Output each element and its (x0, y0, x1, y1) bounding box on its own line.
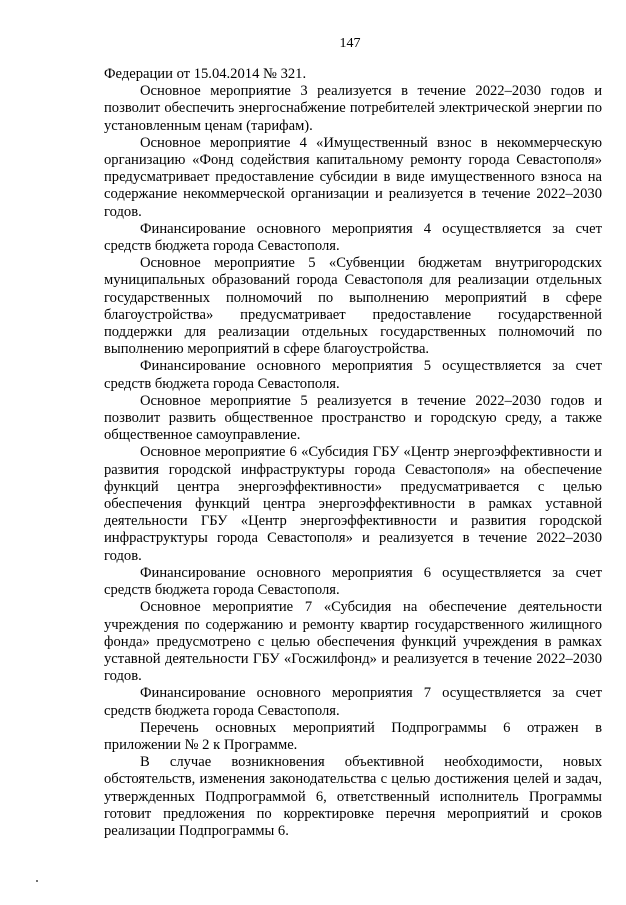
paragraph-11: Финансирование основного мероприятия 7 осуществляется за счет средств бюджета города Севастополя. (104, 685, 602, 719)
paragraph-4: Финансирование основного мероприятия 4 осуществляется за счет средств бюджета города Севастополя. (104, 220, 602, 255)
paragraph-9: Финансирование основного мероприятия 6 осуществляется за счет средств бюджета города Севастополя. (104, 564, 602, 599)
paragraph-12: Перечень основных мероприятий Подпрограммы 6 отражен в приложении № 2 к Программе. (104, 719, 602, 753)
paragraph-13: В случае возникновения объективной необходимости, новых обстоятельств, изменения законодательства с целью достижения целей и задач, утвержденных Подпрограммой 6, ответственный исполнитель Программы готовит предложения по корректировке перечня мероприятий и сроков реализации Подпрограммы 6. (104, 754, 602, 839)
paragraph-5: Основное мероприятие 5 «Субвенции бюджетам внутригородских муниципальных образований города Севастополя для реализации отдельных государственных полномочий по выполнению мероприятий в сфере благоустройства» предусматривает предоставление государственной поддержки для реализации отдельных государственных полномочий по выполнению мероприятий в сфере благоустройства. (104, 255, 602, 358)
document-body (104, 66, 602, 840)
paragraph-3: Основное мероприятие 4 «Имущественный взнос в некоммерческую организацию «Фонд содействия капитальному ремонту города Севастополя» предусматривает предоставление субсидии в виде имущественного взноса на содержание некоммерческой организации и реализуется в течение 2022–2030 годов. (104, 134, 602, 220)
paragraph-2: Основное мероприятие 3 реализуется в течение 2022–2030 годов и позволит обеспечить энергоснабжение потребителей электрической энергии по установленным ценам (тарифам). (104, 83, 602, 134)
paragraph-6: Финансирование основного мероприятия 5 осуществляется за счет средств бюджета города Севастополя. (104, 358, 602, 392)
scan-speck (36, 880, 38, 882)
paragraph-10: Основное мероприятие 7 «Субсидия на обеспечение деятельности учреждения по содержанию и ремонту квартир государственного жилищного фонда» предусмотрено с целью обеспечения функций учреждения в рамках уставной деятельности ГБУ «Госжилфонд» и реализуется в течение 2022–2030 годов. (104, 599, 602, 685)
paragraph-7: Основное мероприятие 5 реализуется в течение 2022–2030 годов и позволит развить общественное пространство и городскую среду, а также общественное самоуправление. (104, 392, 602, 444)
paragraph-8: Основное мероприятие 6 «Субсидия ГБУ «Центр энергоэффективности и развития городской инфраструктуры города Севастополя» на обеспечение функций центра энергоэффективности» предусматривается с целью обеспечения функций центра энергоэффективности в рамках уставной деятельности ГБУ «Центр энергоэффективности и развития городской инфраструктуры города Севастополя» и реализуется в течение 2022–2030 годов. (104, 444, 602, 564)
paragraph-1: Федерации от 15.04.2014 № 321. (104, 66, 307, 82)
page-number: 147 (339, 36, 361, 51)
